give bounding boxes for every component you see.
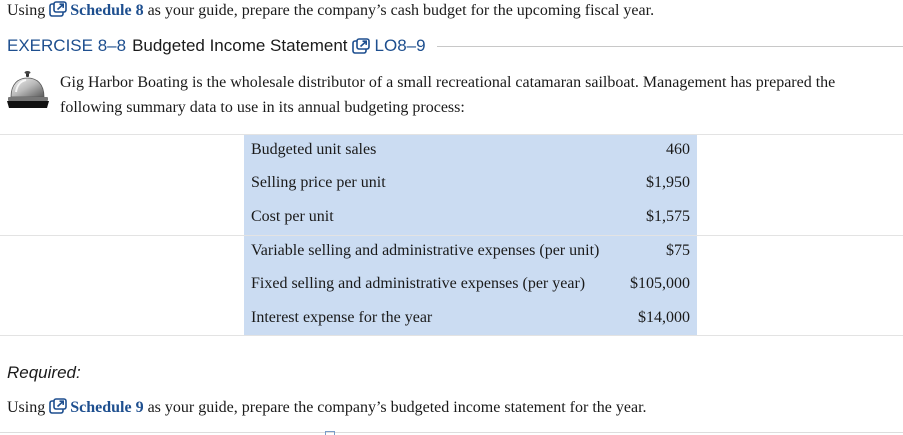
- table-row: [244, 302, 697, 335]
- table-row: [244, 167, 697, 200]
- row-value-cost-per-unit: $1,575: [646, 208, 690, 225]
- row-divider: [0, 335, 903, 336]
- row-label-selling-price: Selling price per unit: [251, 174, 386, 191]
- instruction-prefix: Using: [7, 2, 46, 19]
- table-row: [244, 268, 697, 301]
- problem-intro: Gig Harbor Boating is the wholesale distributor of a small recreational catamaran sailboat. Management has prepared the following summary data to use in its annual budgeting process:: [60, 74, 836, 116]
- external-link-icon[interactable]: [49, 1, 67, 17]
- heading-divider: [437, 46, 903, 47]
- exercise-title: Budgeted Income Statement: [132, 36, 348, 55]
- row-value-interest-expense: $14,000: [638, 309, 690, 326]
- cut-off-element: [325, 431, 335, 435]
- exercise-heading: [7, 36, 426, 56]
- table-row: [244, 201, 697, 234]
- required-heading: Required:: [7, 363, 81, 382]
- external-link-icon[interactable]: [49, 398, 67, 414]
- schedule-9-instruction: [7, 398, 647, 417]
- schedule-9-link[interactable]: Schedule 9: [70, 399, 144, 416]
- instruction-prefix: Using: [7, 399, 46, 416]
- row-value-budgeted-unit-sales: 460: [666, 141, 690, 158]
- instruction-suffix: as your guide, prepare the company’s budgeted income statement for the year.: [147, 399, 647, 416]
- instruction-suffix: as your guide, prepare the company’s cash budget for the upcoming fiscal year.: [147, 2, 655, 19]
- row-label-variable-expenses: Variable selling and administrative expenses (per unit): [251, 242, 600, 259]
- table-row: [244, 134, 697, 167]
- learning-objective-link[interactable]: LO8–9: [374, 36, 426, 55]
- exercise-code: EXERCISE 8–8: [7, 36, 127, 55]
- row-label-budgeted-unit-sales: Budgeted unit sales: [251, 141, 377, 158]
- schedule-8-instruction: [7, 1, 654, 20]
- external-link-icon[interactable]: [352, 38, 370, 54]
- row-label-fixed-expenses: Fixed selling and administrative expenses (per year): [251, 275, 586, 292]
- bottom-divider: [0, 432, 903, 433]
- row-label-cost-per-unit: Cost per unit: [251, 208, 334, 225]
- row-value-fixed-expenses: $105,000: [630, 275, 690, 292]
- row-label-interest-expense: Interest expense for the year: [251, 309, 433, 326]
- service-bell-icon: [6, 70, 52, 110]
- row-value-selling-price: $1,950: [646, 174, 690, 191]
- row-value-variable-expenses: $75: [666, 242, 690, 259]
- schedule-8-link[interactable]: Schedule 8: [70, 2, 144, 19]
- table-row: [244, 235, 697, 268]
